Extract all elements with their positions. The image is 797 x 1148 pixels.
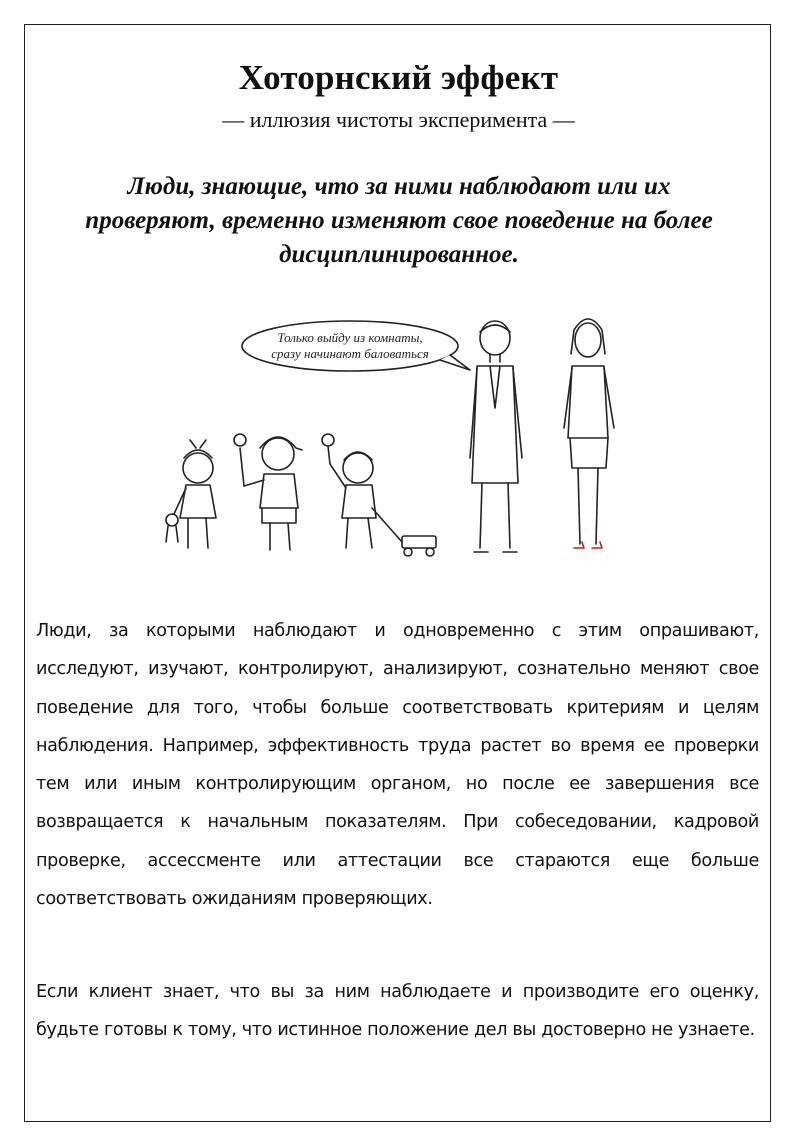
lead-quote: Люди, знающие, что за ними наблюдают или их проверяют, временно изменяют свое поведение на более дисциплинированное. <box>85 173 713 268</box>
body-paragraph-1: Люди, за которыми наблюдают и одновременно с этим опрашивают, исследуют, изучают, контролируют, анализируют, сознательно меняют свое поведение для того, чтобы больше соответствовать критериям и целям наблюдения. Например, эффективность труда растет во время ее проверки тем или иным контролирующим органом, но после ее завершения все возвращается к начальным показателям. При собеседовании, кадровой проверке, ассессменте или аттестации все стараются еще больше соответствовать ожиданиям проверяющих. <box>36 621 759 910</box>
speech-text-line2: сразу начинают баловаться <box>271 346 429 361</box>
teacher-figure <box>470 321 522 552</box>
page-title: Хоторнский эффект <box>238 58 559 97</box>
speech-text-line1: Только выйду из комнаты, <box>277 330 423 345</box>
child-figure <box>322 434 436 556</box>
body-paragraph-2: Если клиент знает, что вы за ним наблюдаете и производите его оценку, будьте готовы к тому, что истинное положение дел вы достоверно не узнаете. <box>36 982 759 1041</box>
cartoon-illustration <box>140 308 660 578</box>
page-subtitle: — иллюзия чистоты эксперимента — <box>222 107 575 132</box>
child-figure <box>166 440 216 548</box>
child-figure <box>234 434 302 550</box>
woman-figure <box>564 319 614 548</box>
